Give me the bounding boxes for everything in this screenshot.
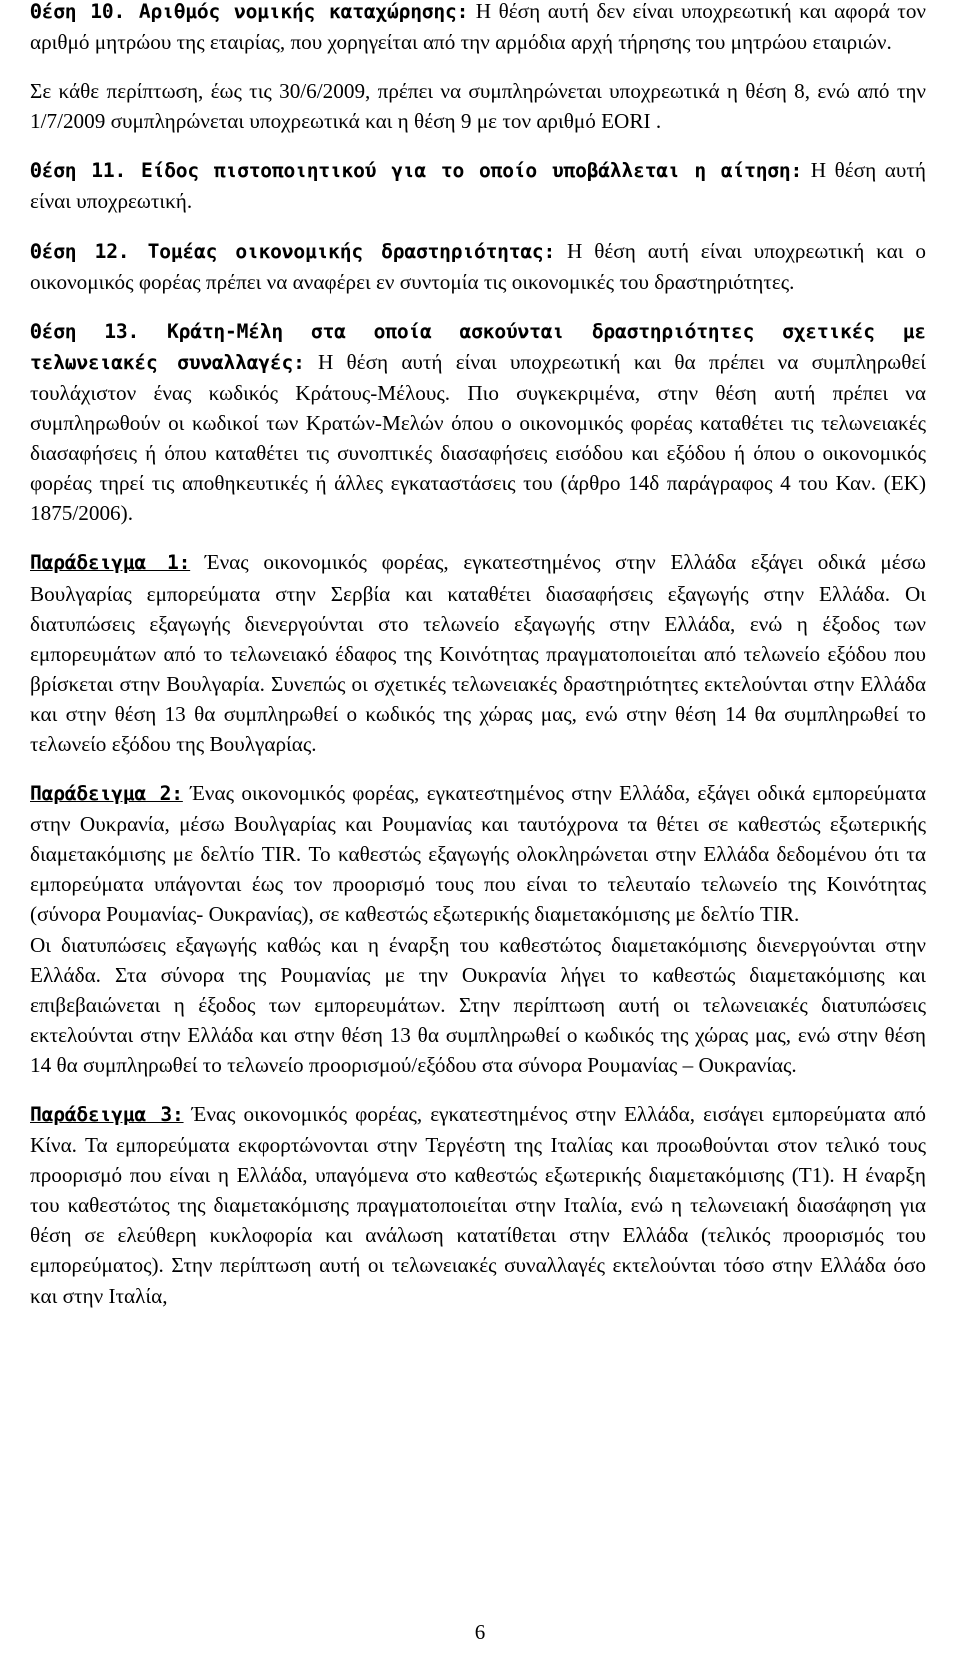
section-13 [30, 316, 926, 529]
section-body: Η θέση αυτή είναι υποχρεωτική. [30, 158, 926, 214]
example-body: Ένας οικονομικός φορέας, εγκατεστημένος στην Ελλάδα, εισάγει εμπορεύματα από Κίνα. Τα εμπορεύματα εκφορτώνονται στην Τεργέστη της Ιταλίας και προωθούνται στον τελικό τους προορισμό που είναι η Ελλάδα, υπαγόμενα στο καθεστώς εξωτερικής διαμετακόμισης (Τ1). Η έναρξη του καθεστώτος της διαμετακόμισης πραγματοποιείται στην Ιταλία, ενώ η τελωνειακή διασάφηση για θέση σε ελεύθερη κυκλοφορία και ανάλωση κατατίθεται στην Ελλάδα (τελικός προορισμός του εμπορεύματος). Στην περίπτωση αυτή οι τελωνειακές συναλλαγές εκτελούνται τόσο στην Ελλάδα όσο και στην Ιταλία, [30, 1102, 926, 1308]
page-number: 6 [474, 1620, 486, 1644]
example-body: Ένας οικονομικός φορέας, εγκατεστημένος στην Ελλάδα εξάγει οδικά μέσω Βουλγαρίας εμπορεύματα στην Σερβία και καταθέτει διασαφήσεις εξαγωγής στην Ελλάδα. Οι διατυπώσεις εξαγωγής διενεργούνται στο τελωνείο εξαγωγής στην Ελλάδα, ενώ η έξοδος των εμπορευμάτων από το τελωνειακό έδαφος της Κοινότητας πραγματοποιείται από τελωνείο εξόδου που βρίσκεται στην Βουλγαρία. Συνεπώς οι σχετικές τελωνειακές δραστηριότητες εκτελούνται στην Ελλάδα και στην θέση 13 θα συμπληρωθεί ο κωδικός της χώρας μας, ενώ στην θέση 14 θα συμπληρωθεί το τελωνείο εξόδου της Βουλγαρίας. [30, 550, 926, 756]
section-heading: Θέση 13. Κράτη-Μέλη στα οποία ασκούνται δραστηριότητες σχετικές με τελωνειακές συναλλαγές: [30, 319, 926, 374]
example-label: Παράδειγμα 3: [30, 1103, 184, 1126]
example-body-continued: Οι διατυπώσεις εξαγωγής καθώς και η έναρξη του καθεστώτος διαμετακόμισης διενεργούνται στην Ελλάδα. Στα σύνορα της Ρουμανίας με την Ουκρανία λήγει το καθεστώς διαμετακόμισης και επιβεβαιώνεται η έξοδος των εμπορευμάτων. Στην περίπτωση αυτή οι τελωνειακές διατυπώσεις εκτελούνται στην Ελλάδα και στην θέση 13 θα συμπληρωθεί ο κωδικός της χώρας μας, ενώ στην θέση 14 θα συμπληρωθεί το τελωνείο προορισμού/εξόδου στα σύνορα Ρουμανίας – Ουκρανίας. [30, 932, 926, 1077]
section-body: Σε κάθε περίπτωση, έως τις 30/6/2009, πρέπει να συμπληρώνεται υποχρεωτικά η θέση 8, ενώ από την 1/7/2009 συμπληρώνεται υποχρεωτικά και η θέση 9 με τον αριθμό EORI . [30, 79, 926, 134]
example-3 [30, 1099, 926, 1311]
example-1 [30, 547, 926, 759]
example-2 [30, 778, 926, 1080]
example-label: Παράδειγμα 1: [30, 551, 191, 575]
section-heading: Θέση 11. Είδος πιστοποιητικού για το οποίο υποβάλλεται η αίτηση: [30, 159, 803, 183]
section-10 [30, 0, 926, 57]
example-label: Παράδειγμα 2: [30, 782, 183, 806]
section-body: Η θέση αυτή είναι υποχρεωτική και θα πρέπει να συμπληρωθεί τουλάχιστον ένας κωδικός Κράτους-Μέλους. Πιο συγκεκριμένα, στην θέση αυτή πρέπει να συμπληρωθούν οι κωδικοί των Κρατών-Μελών όπου ο οικονομικός φορέας καταθέτει τις τελωνειακές διασαφήσεις ή όπου καταθέτει τις συνοπτικές διασαφήσεις εισόδου και εξόδου ή όπου ο οικονομικός φορέας τηρεί τις αποθηκευτικές ή άλλες εγκαταστάσεις του (άρθρο 14δ παράγραφος 4 του Καν. (ΕΚ) 1875/2006). [30, 349, 926, 526]
section-body: Η θέση αυτή είναι υποχρεωτική και ο οικονομικός φορέας πρέπει να αναφέρει εν συντομία τις οικονομικές του δραστηριότητες. [30, 238, 926, 294]
section-heading: Θέση 10. Αριθμός νομικής καταχώρησης: [30, 0, 469, 23]
section-12 [30, 236, 926, 297]
section-10-note [30, 76, 926, 136]
section-heading: Θέση 12. Τομέας οικονομικής δραστηριότητας: [30, 239, 556, 263]
section-body: Η θέση αυτή δεν είναι υποχρεωτική και αφορά τον αριθμό μητρώου της εταιρίας, που χορηγείται από την αρμόδια αρχή τήρησης του μητρώου εταιριών. [30, 0, 926, 55]
section-11 [30, 155, 926, 216]
example-body: Ένας οικονομικός φορέας, εγκατεστημένος στην Ελλάδα, εξάγει οδικά εμπορεύματα στην Ουκρανία, μέσω Βουλγαρίας και Ρουμανίας και ταυτόχρονα τα θέτει σε καθεστώς εξωτερικής διαμετακόμισης με δελτίο TIR. Το καθεστώς εξαγωγής ολοκληρώνεται στην Ελλάδα δεδομένου ότι τα εμπορεύματα υπάγονται έως τον προορισμό τους που είναι το τελευταίο τελωνείο της Κοινότητας (σύνορα Ρουμανίας- Ουκρανίας), σε καθεστώς εξωτερικής διαμετακόμισης με δελτίο TIR. [30, 781, 926, 927]
